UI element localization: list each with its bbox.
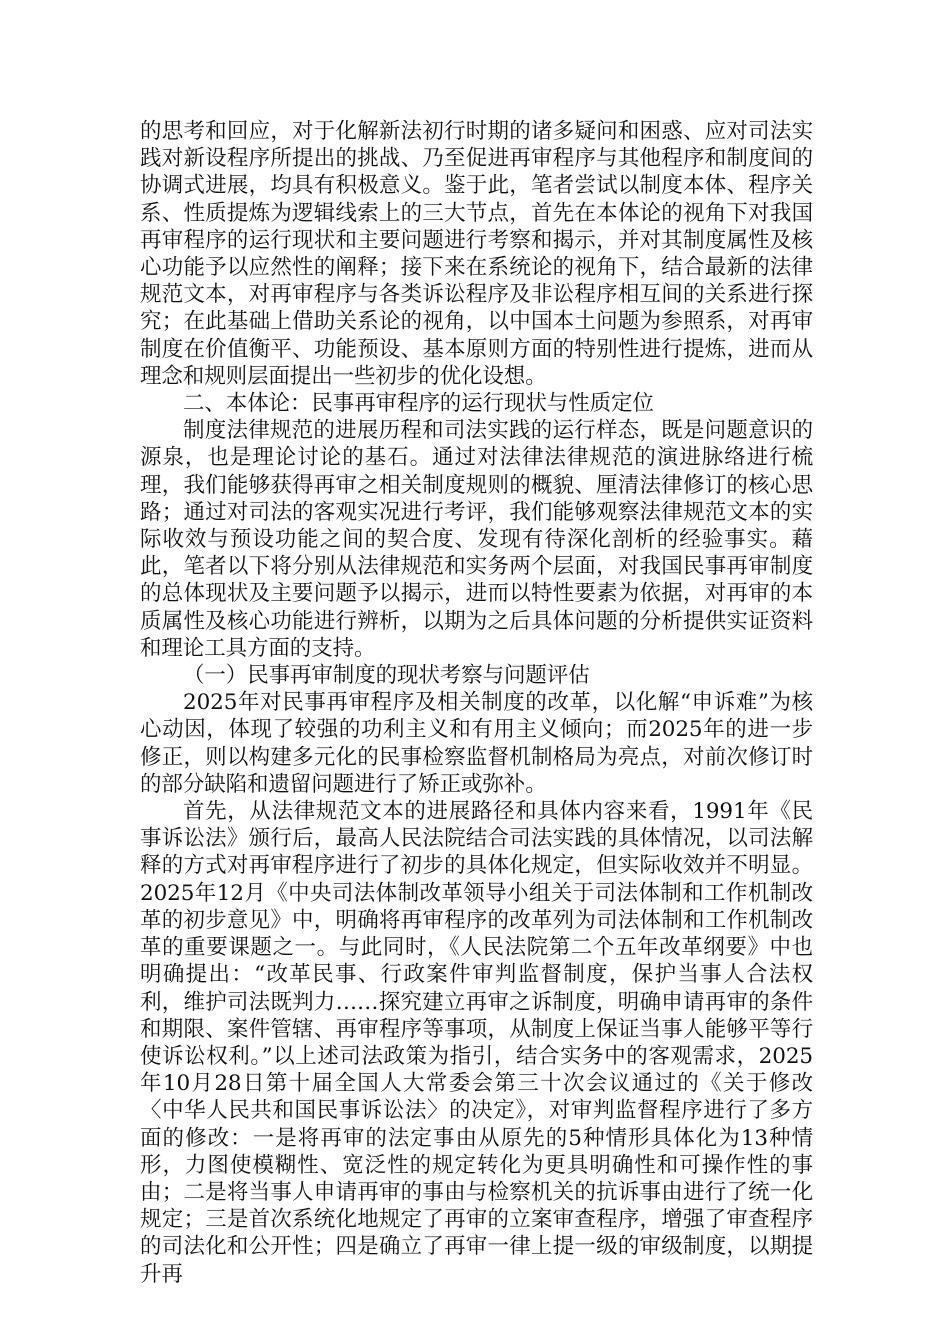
subsection-heading-status-survey: （一）民事再审制度的现状考察与问题评估 bbox=[183, 663, 590, 689]
paragraph-ontology-overview: 制度法律规范的进展历程和司法实践的运行样态，既是问题意识的源泉，也是理论讨论的基石。通过对法律法律规范的演进脉络进行梳理，我们能够获得再审之相关制度规则的概貌、厘清法律修订的核心思路；通过对司法的客观实况进行考评，我们能够观察法律规范文本的实际收效与预设功能之间的契合度、发现有待深化剖析的经验事实。藉此，笔者以下将分别从法律规范和实务两个层面，对我国民事再审制度的总体现状及主要问题予以揭示，进而以特性要素为依据，对再审的本质属性及核心功能进行辨析，以期为之后具体问题的分析提供实证资料和理论工具方面的支持。 bbox=[140, 418, 813, 661]
paragraph-legal-text-evolution: 首先，从法律规范文本的进展路径和具体内容来看，1991年《民事诉讼法》颁行后，最高人民法院结合司法实践的具体情况，以司法解释的方式对再审程序进行了初步的具体化规定，但实际收效并不明显。2025年12月《中央司法体制改革领导小组关于司法体制和工作机制改革的初步意见》中，明确将再审程序的改革列为司法体制和工作机制改革的重要课题之一。与此同时，《人民法院第二个五年改革纲要》中也明确提出：“改革民事、行政案件审判监督制度，保护当事人合法权利，维护司法既判力……探究建立再审之诉制度，明确申请再审的条件和期限、案件管辖、再审程序等事项，从制度上保证当事人能够平等行使诉讼权利。”以上述司法政策为指引，结合实务中的客观需求，2025年10月28日第十届全国人大常委会第三十次会议通过的《关于修改〈中华人民共和国民事诉讼法〉的决定》，对审判监督程序进行了多方面的修改：一是将再审的法定事由从原先的5种情形具体化为13种情形，力图使模糊性、宽泛性的规定转化为更具明确性和可操作性的事由；二是将当事人申请再审的事由与检察机关的抗诉事由进行了统一化规定；三是首次系统化地规定了再审的立案审查程序，增强了审查程序的司法化和公开性；四是确立了再审一律上提一级的审级制度，以期提升再 bbox=[140, 799, 813, 1287]
paragraph-intro-continuation: 的思考和回应，对于化解新法初行时期的诸多疑问和困惑、应对司法实践对新设程序所提出的挑战、乃至促进再审程序与其他程序和制度间的协调式进展，均具有积极意义。鉴于此，笔者尝试以制度本体、程序关系、性质提炼为逻辑线索上的三大节点，首先在本体论的视角下对我国再审程序的运行现状和主要问题进行考察和揭示，并对其制度属性及核心功能予以应然性的阐释；接下来在系统论的视角下，结合最新的法律规范文本，对再审程序与各类诉讼程序及非讼程序相互间的关系进行探究；在此基础上借助关系论的视角，以中国本土问题为参照系，对再审制度在价值衡平、功能预设、基本原则方面的特别性进行提炼，进而从理念和规则层面提出一些初步的优化设想。 bbox=[140, 119, 813, 389]
paragraph-reform-summary: 2025年对民事再审程序及相关制度的改革，以化解“申诉难”为核心动因，体现了较强的功利主义和有用主义倾向；而2025年的进一步修正，则以构建多元化的民事检察监督机制格局为亮点，对前次修订时的部分缺陷和遗留问题进行了矫正或弥补。 bbox=[140, 690, 813, 797]
document-page bbox=[140, 118, 813, 1288]
section-heading-ontology: 二、本体论：民事再审程序的运行现状与性质定位 bbox=[183, 391, 654, 417]
